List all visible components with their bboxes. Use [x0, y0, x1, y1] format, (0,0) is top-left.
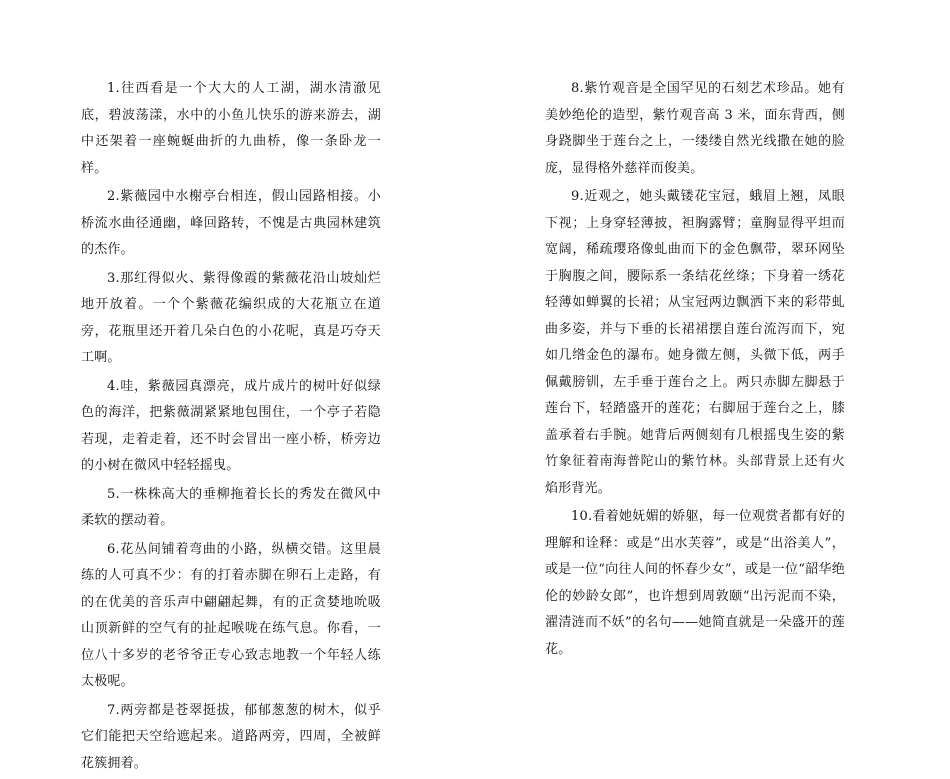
- paragraph-7: 7.两旁都是苍翠挺拔，郁郁葱葱的树木，似乎它们能把天空给遮起来。道路两旁，四周，全被鲜花簇拥着。: [81, 702, 381, 771]
- paragraph-6: 6.花丛间铺着弯曲的小路，纵横交错。这里晨练的人可真不少：有的打着赤脚在卵石上走路，有的在优美的音乐声中翩翩起舞，有的正贪婪地吮吸山顶新鲜的空气有的扯起喉咙在练气息。你看，一位八十多岁的老爷爷正专心致志地教一个年轻人练太极呢。: [81, 541, 381, 689]
- right-column: [545, 76, 845, 665]
- paragraph-10: 10.看着她妩媚的娇躯，每一位观赏者都有好的理解和诠释：或是“出水芙蓉”，或是“出浴美人”，或是一位“向往人间的怀春少女”，或是一位“韶华绝伦的妙龄女郎”，也许想到周敦颐“出污泥而不染，濯清涟而不妖”的名句——她简直就是一朵盛开的莲花。: [545, 509, 845, 657]
- paragraph-8: 8.紫竹观音是全国罕见的石刻艺术珍品。她有美妙绝伦的造型，紫竹观音高 3 米，面东背西，侧身跷脚坐于莲台之上，一缕缕自然光线撒在她的脸庞，显得格外慈祥而俊美。: [545, 81, 845, 176]
- paragraph-9: 9.近观之，她头戴镂花宝冠，蛾眉上翘，凤眼下视；上身穿轻薄披，袒胸露臂；童胸显得平坦而宽阔，稀疏璎珞像虬曲而下的金色飘带，翠环网坠于胸腹之间，腰际系一条结花丝绦；下身着一绣花轻薄如蝉翼的长裙；从宝冠两边飘洒下来的彩带虬曲多姿，并与下垂的长裙裙摆自莲台流泻而下，宛如几绺金色的瀑布。她身微左侧，头微下低，两手佩戴膀钏，左手垂于莲台之上。两只赤脚左脚悬于莲台下，轻踏盛开的莲花；右脚屈于莲台之上，膝盖承着右手腕。她背后两侧刻有几根摇曳生姿的紫竹象征着南海普陀山的紫竹林。头部背景上还有火焰形背光。: [545, 189, 845, 496]
- paragraph-2: 2.紫薇园中水榭亭台相连，假山园路相接。小桥流水曲径通幽，峰回路转，不愧是古典园林建筑的杰作。: [81, 189, 381, 257]
- paragraph-1: 1.往西看是一个大大的人工湖，湖水清澈见底，碧波荡漾，水中的小鱼儿快乐的游来游去，湖中还架着一座蜿蜒曲折的九曲桥，像一条卧龙一样。: [81, 81, 381, 176]
- paragraph-4: 4.哇，紫薇园真漂亮，成片成片的树叶好似绿色的海洋，把紫薇湖紧紧地包围住，一个亭子若隐若现，走着走着，还不时会冒出一座小桥，桥旁边的小树在微风中轻轻摇曳。: [81, 378, 381, 473]
- paragraph-5: 5.一株株高大的垂柳拖着长长的秀发在微风中柔软的摆动着。: [81, 486, 381, 528]
- paragraph-3: 3.那红得似火、紫得像霞的紫薇花沿山坡灿烂地开放着。一个个紫薇花编织成的大花瓶立在道旁，花瓶里还开着几朵白色的小花呢，真是巧夺天工啊。: [81, 270, 381, 365]
- left-column: [81, 76, 381, 779]
